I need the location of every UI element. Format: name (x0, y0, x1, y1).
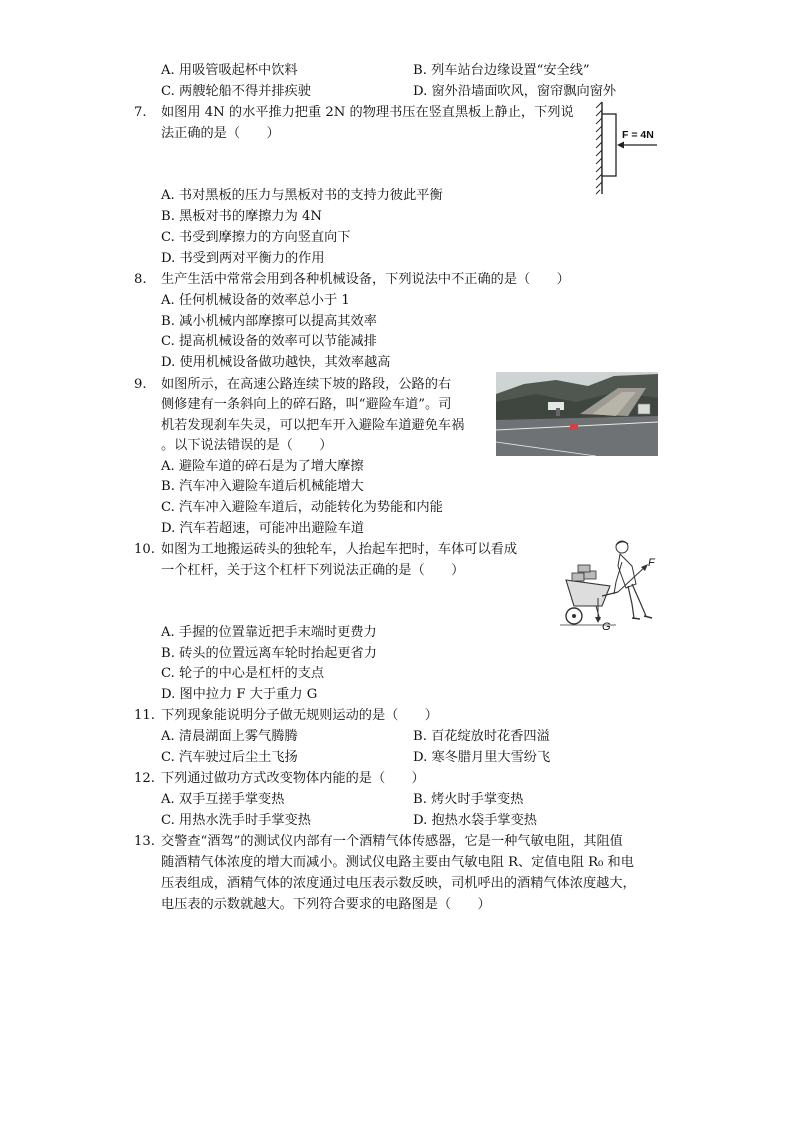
question-stem-line: 如图用 4N 的水平推力把重 2N 的物理书压在竖直黑板上静止，下列说 (161, 105, 574, 120)
option-d: D. 汽车若超速，可能冲出避险车道 (161, 521, 365, 536)
q6-option-d: D. 窗外沿墙面吹风，窗帘飘向窗外 (413, 84, 617, 99)
question-stem-line: 法正确的是（ ） (161, 126, 280, 141)
option-a: A. 任何机械设备的效率总小于 1 (161, 293, 350, 308)
gravity-g-label: G (602, 621, 611, 633)
option-b: B. 百花绽放时花香四溢 (413, 729, 550, 744)
option-c: C. 汽车驶过后尘土飞扬 (161, 750, 298, 765)
option-a: A. 避险车道的碎石是为了增大摩擦 (161, 459, 364, 474)
question-number: 12. (134, 771, 155, 786)
question-stem-line: 交警查“酒驾”的测试仪内部有一个酒精气体传感器，它是一种气敏电阻，其阻值 (161, 834, 623, 849)
option-c: C. 汽车冲入避险车道后，动能转化为势能和内能 (161, 500, 443, 515)
option-d: D. 书受到两对平衡力的作用 (161, 251, 325, 266)
question-stem-line: 一个杠杆，关于这个杠杆下列说法正确的是（ ） (161, 563, 465, 578)
option-d: D. 使用机械设备做功越快，其效率越高 (161, 355, 391, 370)
question-stem-line: 电压表的示数就越大。下列符合要求的电路图是（ ） (161, 897, 491, 912)
question-stem-line: 。以下说法错误的是（ ） (161, 438, 333, 453)
option-d: D. 抱热水袋手掌变热 (413, 813, 537, 828)
option-a: A. 书对黑板的压力与黑板对书的支持力彼此平衡 (161, 188, 443, 203)
question-stem-line: 生产生活中常常会用到各种机械设备，下列说法中不正确的是（ ） (161, 272, 570, 287)
option-d: D. 寒冬腊月里大雪纷飞 (413, 750, 551, 765)
option-b: B. 汽车冲入避险车道后机械能增大 (161, 479, 364, 494)
option-d: D. 图中拉力 F 大于重力 G (161, 687, 318, 702)
question-stem-line: 下列通过做功方式改变物体内能的是（ ） (161, 771, 425, 786)
q6-option-a: A. 用吸管吸起杯中饮料 (161, 63, 298, 78)
question-stem-line: 机若发现刹车失灵，可以把车开入避险车道避免车祸 (161, 418, 465, 433)
q6-option-c: C. 两艘轮船不得并排疾驶 (161, 84, 311, 99)
question-stem-line: 如图为工地搬运砖头的独轮车，人抬起车把时，车体可以看成 (161, 542, 518, 557)
question-number: 10. (134, 542, 155, 557)
force-f-label: F (648, 557, 655, 569)
question-number: 13. (134, 834, 155, 849)
question-number: 9. (134, 377, 147, 392)
option-c: C. 轮子的中心是杠杆的支点 (161, 666, 325, 681)
runaway-truck-ramp-photo (496, 372, 658, 456)
option-a: A. 手握的位置靠近把手末端时更费力 (161, 625, 377, 640)
force-label: F = 4N (622, 129, 654, 141)
book-on-board-figure (593, 100, 663, 196)
question-stem-line: 如图所示，在高速公路连续下坡的路段，公路的右 (161, 377, 452, 392)
option-c: C. 用热水洗手时手掌变热 (161, 813, 311, 828)
question-number: 7. (134, 105, 147, 120)
option-c: C. 提高机械设备的效率可以节能减排 (161, 334, 377, 349)
option-b: B. 烤火时手掌变热 (413, 792, 524, 807)
question-stem-line: 压表组成，酒精气体的浓度通过电压表示数反映，司机呼出的酒精气体浓度越大， (161, 876, 636, 891)
option-b: B. 减小机械内部摩擦可以提高其效率 (161, 314, 377, 329)
question-stem-line: 侧修建有一条斜向上的碎石路，叫“避险车道”。司 (161, 397, 452, 412)
question-stem-line: 随酒精气体浓度的增大而减小。测试仪电路主要由气敏电阻 R、定值电阻 R₀ 和电 (161, 855, 634, 870)
question-stem-line: 下列现象能说明分子做无规则运动的是（ ） (161, 708, 438, 723)
option-b: B. 黑板对书的摩擦力为 4N (161, 209, 322, 224)
wheelbarrow-figure (556, 536, 664, 636)
option-c: C. 书受到摩擦力的方向竖直向下 (161, 230, 351, 245)
option-b: B. 砖头的位置远离车轮时抬起更省力 (161, 646, 377, 661)
q6-option-b: B. 列车站台边缘设置“安全线” (413, 63, 590, 78)
question-number: 11. (134, 708, 155, 723)
question-number: 8. (134, 272, 147, 287)
option-a: A. 清晨湖面上雾气腾腾 (161, 729, 298, 744)
option-a: A. 双手互搓手掌变热 (161, 792, 285, 807)
